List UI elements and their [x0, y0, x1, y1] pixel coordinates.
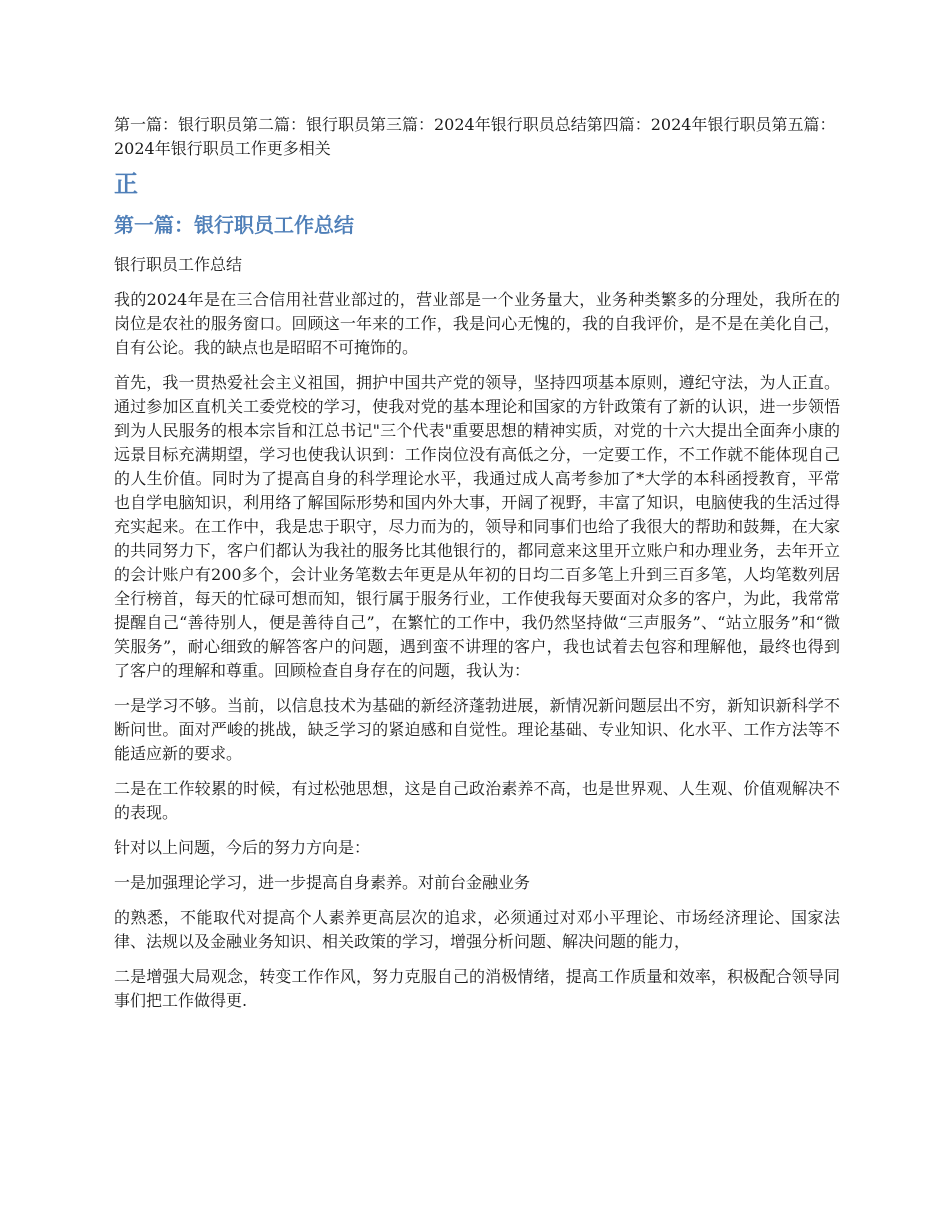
paragraph: 首先，我一贯热爱社会主义祖国，拥护中国共产党的领导，坚持四项基本原则，遵纪守法，为人正直。通过参加区直机关工委党校的学习，使我对党的基本理论和国家的方针政策有了新的认识，进一步领悟到为人民服务的根本宗旨和江总书记"三个代表"重要思想的精神实质，对党的十六大提出全面奔小康的远景目标充满期望，学习也使我认识到：工作岗位没有高低之分，一定要工作，不工作就不能体现自己的人生价值。同时为了提高自身的科学理论水平，我通过成人高考参加了*大学的本科函授教育，平常也自学电脑知识，利用络了解国际形势和国内外大事，开阔了视野，丰富了知识，电脑使我的生活过得充实起来。在工作中，我是忠于职守，尽力而为的，领导和同事们也给了我很大的帮助和鼓舞，在大家的共同努力下，客户们都认为我社的服务比其他银行的，都同意来这里开立账户和办理业务，去年开立的会计账户有200多个，会计业务笔数去年更是从年初的日均二百多笔上升到三百多笔，人均笔数列居全行榜首，每天的忙碌可想而知，银行属于服务行业，工作使我每天要面对众多的客户，为此，我常常提醒自己“善待别人，便是善待自己”，在繁忙的工作中，我仍然坚持做“三声服务”、“站立服务”和“微笑服务”，耐心细致的解答客户的问题，遇到蛮不讲理的客户，我也试着去包容和理解他，最终也得到了客户的理解和尊重。回顾检查自身存在的问题，我认为：: [114, 373, 840, 680]
paragraph: 一是加强理论学习，进一步提高自身素养。对前台金融业务: [114, 873, 531, 892]
paragraph-title: 银行职员工作总结: [114, 255, 243, 274]
paragraph: 我的2024年是在三合信用社营业部过的，营业部是一个业务量大，业务种类繁多的分理处，我所在的岗位是农社的服务窗口。回顾这一年来的工作，我是问心无愧的，我的自我评价，是不是在美化自己，自有公论。我的缺点也是昭昭不可掩饰的。: [114, 290, 840, 357]
intro-text: 第一篇：银行职员第二篇：银行职员第三篇：2024年银行职员总结第四篇：2024年银行职员第五篇：2024年银行职员工作更多相关: [114, 115, 836, 158]
paragraph: 针对以上问题，今后的努力方向是：: [114, 838, 371, 857]
section-heading: 第一篇：银行职员工作总结: [114, 213, 354, 237]
paragraph: 二是在工作较累的时候，有过松弛思想，这是自己政治素养不高，也是世界观、人生观、价值观解决不的表现。: [114, 779, 840, 822]
paragraph: 的熟悉，不能取代对提高个人素养更高层次的追求，必须通过对邓小平理论、市场经济理论、国家法律、法规以及金融业务知识、相关政策的学习，增强分析问题、解决问题的能力，: [114, 908, 840, 951]
document-page: [114, 113, 840, 1024]
paragraph: 二是增强大局观念，转变工作作风，努力克服自己的消极情绪，提高工作质量和效率，积极配合领导同事们把工作做得更.: [114, 967, 840, 1010]
heading-big: 正: [114, 170, 138, 198]
paragraph: 一是学习不够。当前，以信息技术为基础的新经济蓬勃进展，新情况新问题层出不穷，新知识新科学不断问世。面对严峻的挑战，缺乏学习的紧迫感和自觉性。理论基础、专业知识、化水平、工作方法等不能适应新的要求。: [114, 696, 840, 763]
